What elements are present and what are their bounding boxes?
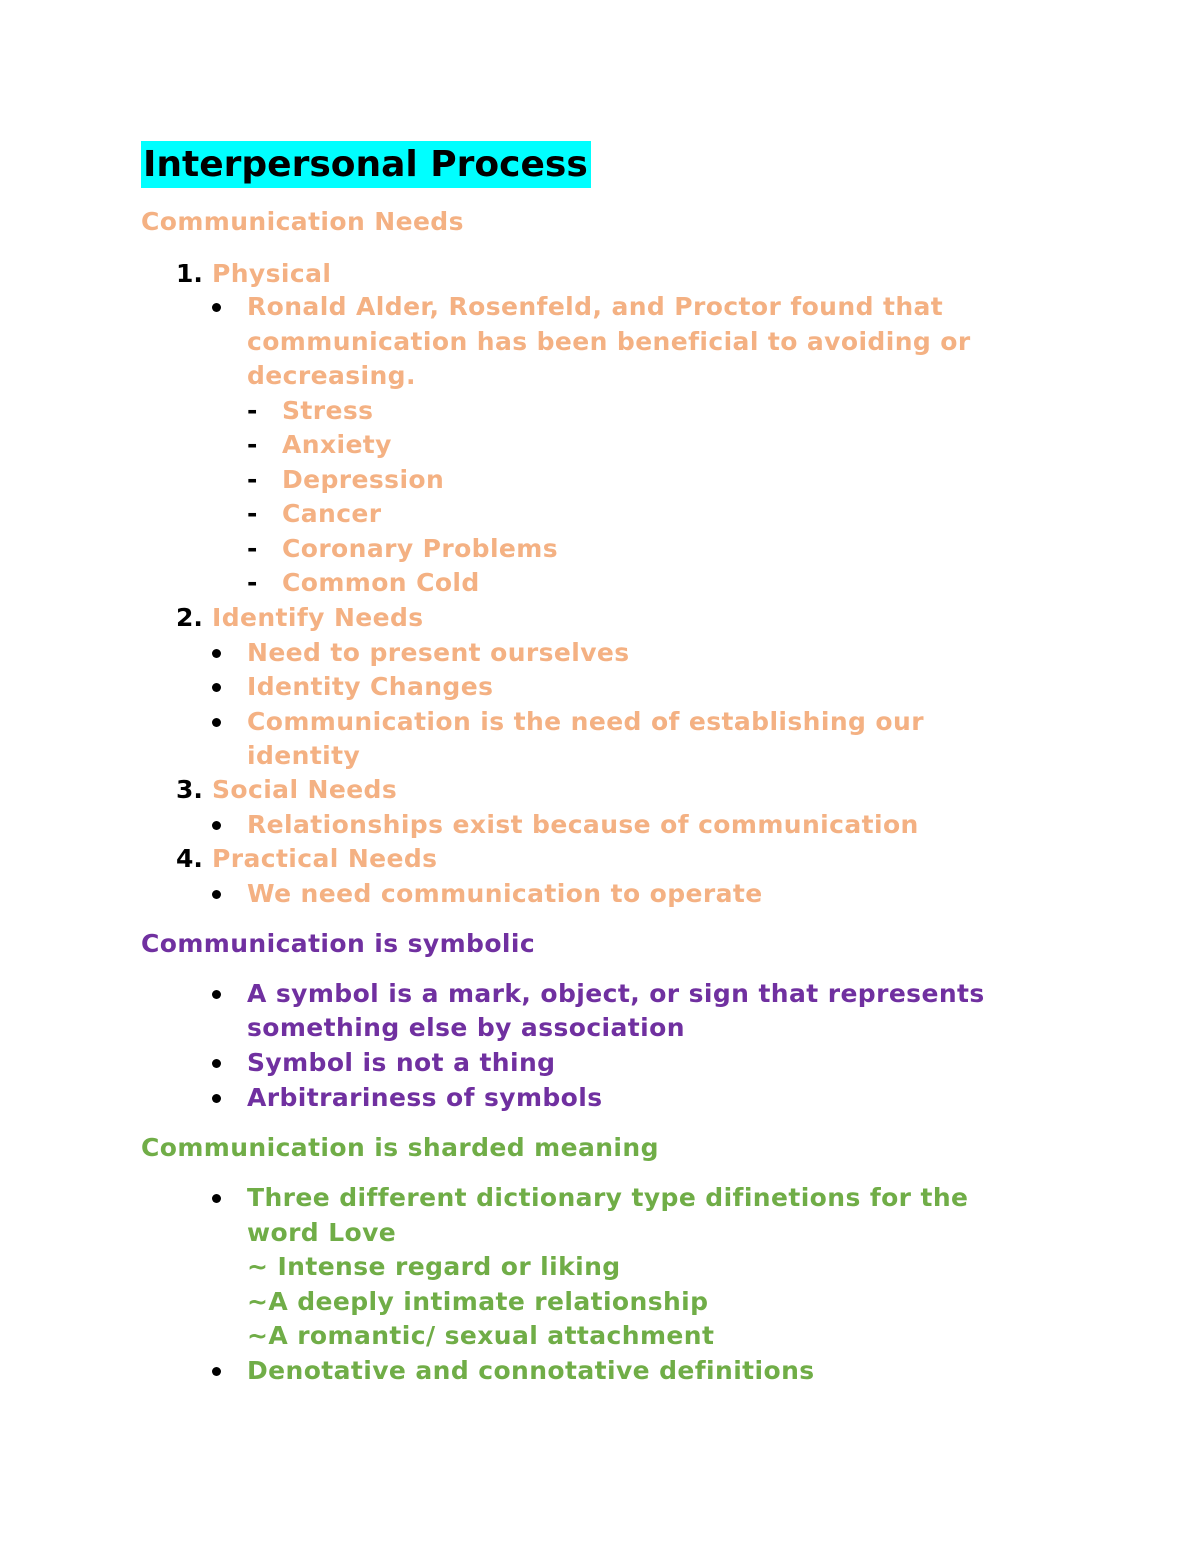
bullet-dot	[212, 1194, 221, 1203]
dash-marker: -	[247, 465, 258, 494]
dash-marker: -	[247, 396, 258, 425]
bullet-text-continued: identity	[247, 741, 361, 770]
list-item-practical-needs: Practical Needs	[212, 844, 438, 873]
section-heading-communication-needs: Communication Needs	[141, 207, 464, 236]
definition-line: ~A deeply intimate relationship	[247, 1287, 709, 1316]
bullet-dot	[212, 649, 221, 658]
list-item-physical: Physical	[212, 259, 332, 288]
bullet-text: We need communication to operate	[247, 879, 763, 908]
bullet-text: Three different dictionary type difinetions for the	[247, 1183, 969, 1212]
bullet-text: Arbitrariness of symbols	[247, 1083, 603, 1112]
definition-line: ~A romantic/ sexual attachment	[247, 1321, 715, 1350]
dash-item-depression: Depression	[282, 465, 445, 494]
definition-line: ~ Intense regard or liking	[247, 1252, 621, 1281]
bullet-text: Identity Changes	[247, 672, 494, 701]
bullet-dot	[212, 990, 221, 999]
dash-item-common-cold: Common Cold	[282, 568, 480, 597]
bullet-text: Denotative and connotative definitions	[247, 1356, 815, 1385]
bullet-text: A symbol is a mark, object, or sign that represents	[247, 979, 985, 1008]
section-heading-shared-meaning: Communication is sharded meaning	[141, 1133, 659, 1162]
list-number: 2.	[176, 603, 203, 632]
bullet-dot	[212, 821, 221, 830]
list-number: 4.	[176, 844, 203, 873]
dash-marker: -	[247, 568, 258, 597]
bullet-dot	[212, 1059, 221, 1068]
bullet-text: Relationships exist because of communication	[247, 810, 919, 839]
bullet-dot	[212, 1367, 221, 1376]
bullet-dot	[212, 718, 221, 727]
page-title: Interpersonal Process	[141, 141, 591, 188]
bullet-text: Need to present ourselves	[247, 638, 630, 667]
list-number: 1.	[176, 259, 203, 288]
bullet-text: Symbol is not a thing	[247, 1048, 556, 1077]
dash-item-stress: Stress	[282, 396, 374, 425]
bullet-dot	[212, 890, 221, 899]
section-heading-symbolic: Communication is symbolic	[141, 929, 536, 958]
dash-marker: -	[247, 499, 258, 528]
dash-marker: -	[247, 430, 258, 459]
bullet-dot	[212, 303, 221, 312]
bullet-dot	[212, 683, 221, 692]
dash-item-coronary: Coronary Problems	[282, 534, 559, 563]
bullet-text: something else by association	[247, 1013, 685, 1042]
bullet-text: communication has been beneficial to avoiding or	[247, 327, 971, 356]
bullet-text: decreasing.	[247, 361, 416, 390]
list-number: 3.	[176, 775, 203, 804]
dash-marker: -	[247, 534, 258, 563]
list-item-social-needs: Social Needs	[212, 775, 398, 804]
bullet-text: Ronald Alder, Rosenfeld, and Proctor found that	[247, 292, 944, 321]
dash-item-cancer: Cancer	[282, 499, 382, 528]
bullet-dot	[212, 1094, 221, 1103]
dash-item-anxiety: Anxiety	[282, 430, 392, 459]
list-item-identify-needs: Identify Needs	[212, 603, 424, 632]
bullet-text: word Love	[247, 1218, 397, 1247]
bullet-text: Communication is the need of establishing our	[247, 707, 924, 736]
